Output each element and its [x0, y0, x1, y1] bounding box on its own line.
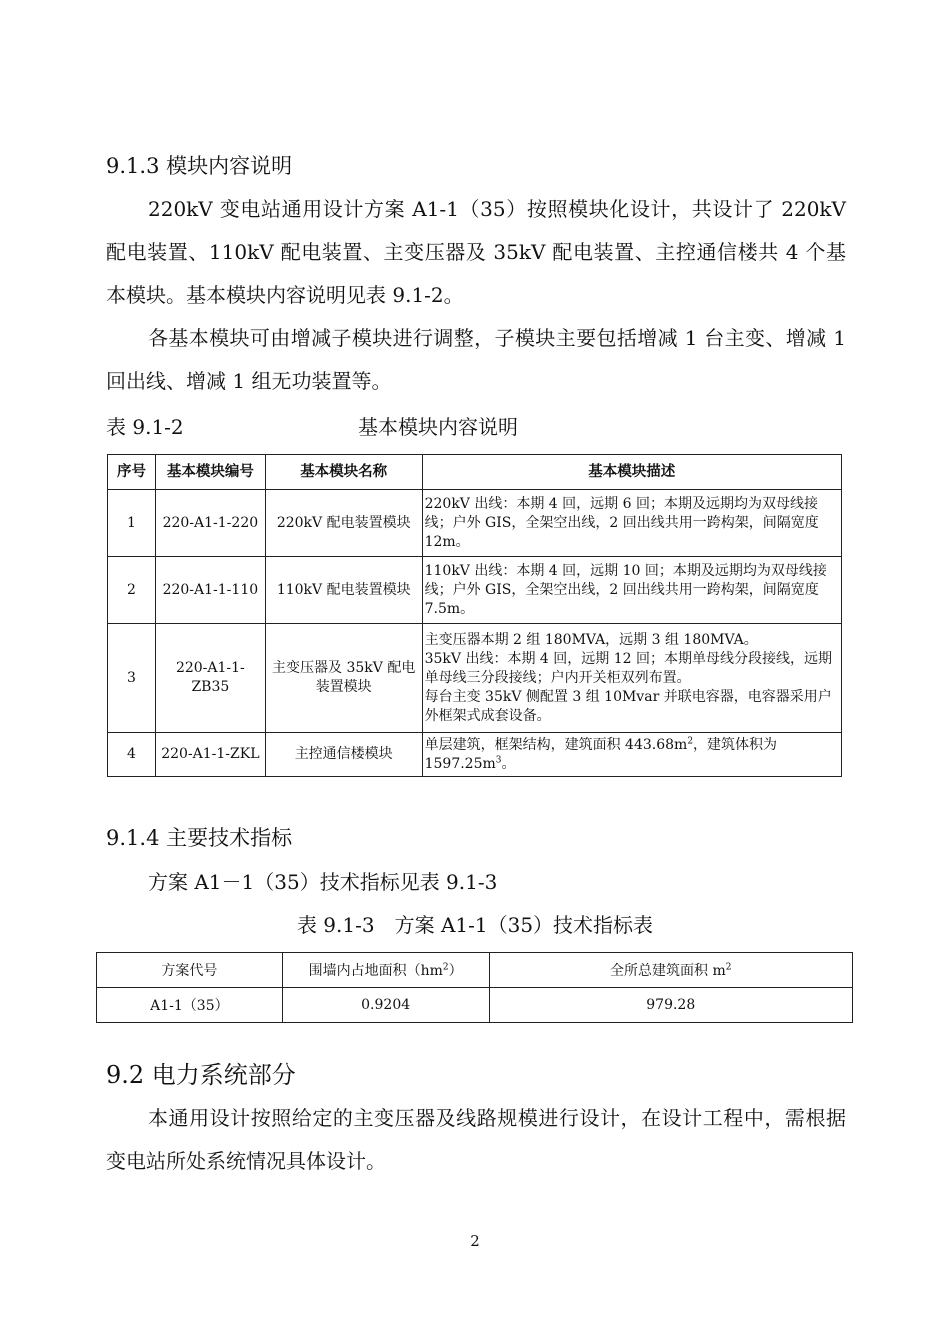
table-row — [97, 988, 853, 1023]
cell-scheme-code: A1-1（35） — [97, 988, 283, 1023]
table-header-row — [97, 953, 853, 988]
intro-paragraph-1: 220kV 变电站通用设计方案 A1-1（35）按照模块化设计，共设计了 220kV 配电装置、110kV 配电装置、主变压器及 35kV 配电装置、主控通信楼共 4 个基本模块。基本模块内容说明见表 9.1-2。 — [106, 197, 846, 307]
header-desc: 基本模块描述 — [422, 455, 841, 490]
cell-land-area: 0.9204 — [282, 988, 489, 1023]
header-land-area: 围墙内占地面积$(hm^2)$ — [282, 953, 489, 988]
table2-caption: 表 9.1-3 方案 A1-1（35）技术指标表 — [296, 913, 654, 937]
desc-part: 。 — [501, 755, 516, 772]
module-table — [107, 454, 842, 777]
table1-caption-number: 表 9.1-2 — [106, 415, 184, 439]
superscript: 2 — [687, 735, 694, 746]
cell-desc — [422, 733, 841, 777]
cell-no: 1 — [108, 490, 156, 557]
header-building-area: 全所总建筑面积 $m^2$ — [489, 953, 852, 988]
cell-name: 主变压器及 35kV 配电装置模块 — [265, 624, 422, 733]
intro-text — [106, 188, 846, 403]
cell-name: 110kV 配电装置模块 — [265, 557, 422, 624]
intro-paragraph-2: 各基本模块可由增减子模块进行调整，子模块主要包括增减 1 台主变、增减 1 回出线、增减 1 组无功装置等。 — [106, 326, 846, 393]
table-row — [108, 733, 842, 777]
header-no: 序号 — [108, 455, 156, 490]
superscript: 2 — [442, 962, 449, 973]
tech-index-table — [96, 952, 853, 1023]
desc-line: 主变压器本期 2 组 180MVA，远期 3 组 180MVA。 — [424, 631, 758, 648]
system-paragraph: 本通用设计按照给定的主变压器及线路规模进行设计，在设计工程中，需根据变电站所处系统情况具体设计。 — [106, 1106, 846, 1173]
table-row — [108, 557, 842, 624]
cell-code: 220-A1-1-ZB35 — [155, 624, 265, 733]
superscript: 3 — [495, 754, 502, 765]
cell-desc — [422, 624, 841, 733]
cell-no: 4 — [108, 733, 156, 777]
header-scheme-code: 方案代号 — [97, 953, 283, 988]
header-name: 基本模块名称 — [265, 455, 422, 490]
desc-part: ，建筑体积为 1597.25m — [424, 736, 778, 772]
section-heading-9-1-4: 9.1.4 主要技术指标 — [106, 826, 293, 850]
cell-name: 220kV 配电装置模块 — [265, 490, 422, 557]
cell-building-area: 979.28 — [489, 988, 852, 1023]
cell-name: 主控通信楼模块 — [265, 733, 422, 777]
cell-desc: 220kV 出线：本期 4 回，远期 6 回；本期及远期均为双母线接线；户外 GIS，全架空出线，2 回出线共用一跨构架，间隔宽度 12m。 — [422, 490, 841, 557]
desc-part: 单层建筑，框架结构，建筑面积 443.68m — [424, 736, 688, 753]
table-row — [108, 490, 842, 557]
section-heading-9-1-3: 9.1.3 模块内容说明 — [106, 154, 293, 178]
cell-no: 2 — [108, 557, 156, 624]
cell-code: 220-A1-1-110 — [155, 557, 265, 624]
page-number: 2 — [470, 1232, 480, 1250]
header-code: 基本模块编号 — [155, 455, 265, 490]
table-header-row — [108, 455, 842, 490]
cell-code: 220-A1-1-ZKL — [155, 733, 265, 777]
desc-line: 每台主变 35kV 侧配置 3 组 10Mvar 并联电容器，电容器采用户外框架式成套设备。 — [424, 688, 832, 724]
section-heading-9-2: 9.2 电力系统部分 — [106, 1061, 296, 1089]
cell-desc: 110kV 出线：本期 4 回，远期 10 回；本期及远期均为双母线接线；户外 GIS，全架空出线，2 回出线共用一跨构架，间隔宽度 7.5m。 — [422, 557, 841, 624]
superscript: 2 — [725, 962, 732, 973]
cell-code: 220-A1-1-220 — [155, 490, 265, 557]
table-row — [108, 624, 842, 733]
desc-line: 35kV 出线：本期 4 回，远期 12 回；本期单母线分段接线，远期单母线三分段接线；户内开关柜双列布置。 — [424, 650, 832, 686]
table1-caption-title: 基本模块内容说明 — [358, 415, 518, 439]
tech-paragraph: 方案 A1－1（35）技术指标见表 9.1-3 — [148, 870, 498, 894]
cell-no: 3 — [108, 624, 156, 733]
system-text — [106, 1097, 846, 1183]
